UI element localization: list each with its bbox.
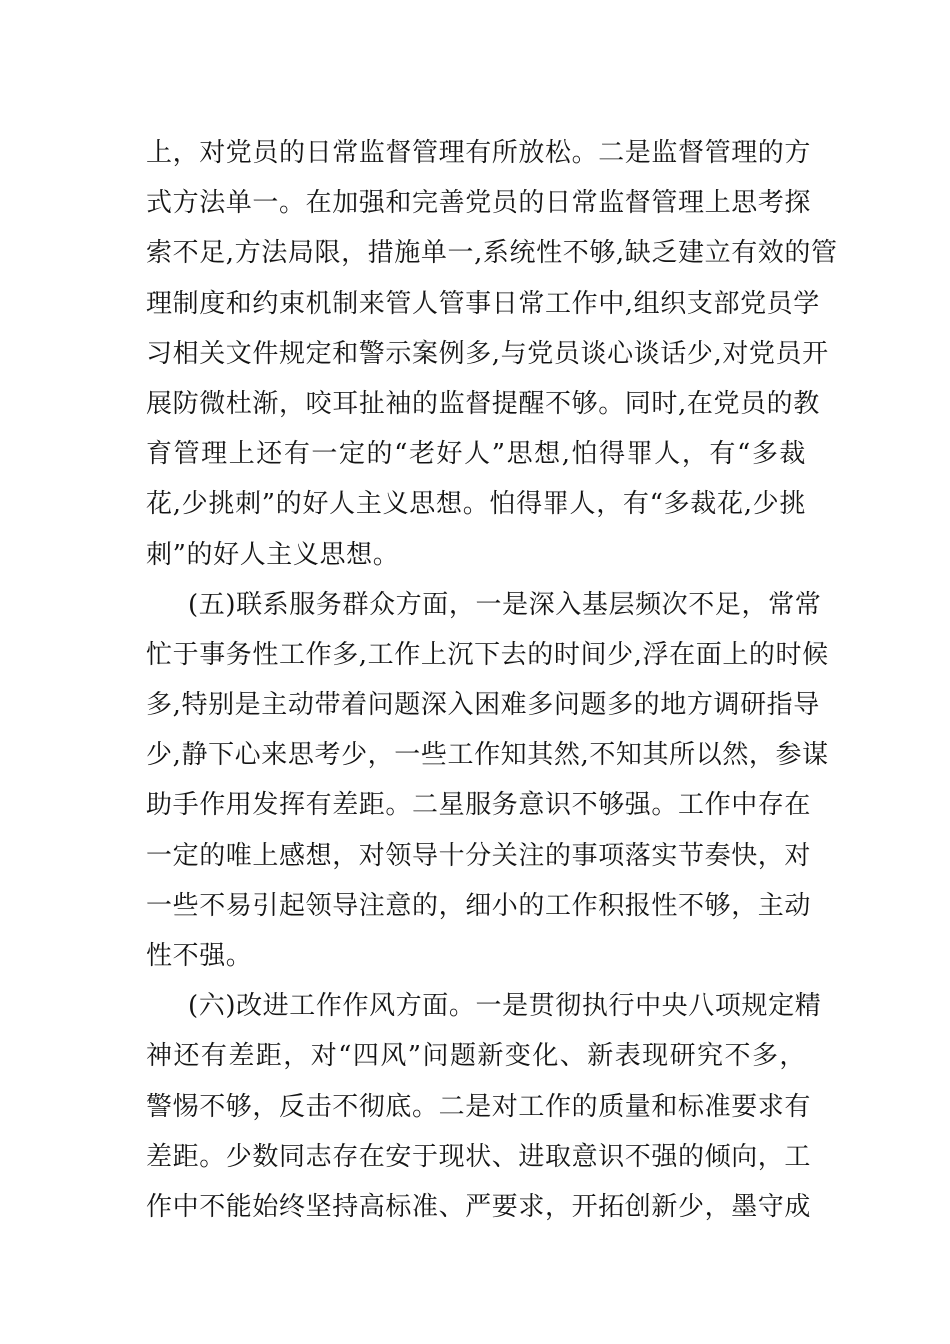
paragraph-first-line: (五)联系服务群众方面，一是深入基层频次不足，常常: [188, 589, 822, 620]
paragraph-first-line: (六)改进工作作风方面。一是贯彻执行中央八项规定精: [188, 991, 822, 1022]
paragraph-line: 神还有差距，对“四风”问题新变化、新表现研究不多，: [146, 1041, 806, 1072]
paragraph-line: 差距。少数同志存在安于现状、进取意识不强的倾向，工: [146, 1141, 812, 1172]
paragraph-line: 展防微杜渐，咬耳扯袖的监督提醒不够。同时,在党员的教: [146, 388, 820, 419]
paragraph-line: 上，对党员的日常监督管理有所放松。二是监督管理的方: [146, 138, 812, 168]
paragraph-line: 多,特别是主动带着问题深入困难多问题多的地方调研指导: [146, 690, 820, 721]
paragraph-line: 作中不能始终坚持高标准、严要求，开拓创新少，墨守成: [146, 1191, 812, 1222]
paragraph-line: 一定的唯上感想，对领导十分关注的事项落实节奏快，对: [146, 840, 812, 871]
paragraph-line: 理制度和约束机制来管人管事日常工作中,组织支部党员学: [146, 288, 820, 319]
paragraph-line: 警惕不够，反击不彻底。二是对工作的质量和标准要求有: [146, 1091, 812, 1122]
paragraph-line: 育管理上还有一定的“老好人”思想,怕得罪人，有“多裁: [146, 439, 806, 470]
paragraph-line: 忙于事务性工作多,工作上沉下去的时间少,浮在面上的时候: [146, 639, 829, 670]
paragraph-line: 习相关文件规定和警示案例多,与党员谈心谈话少,对党员开: [146, 338, 829, 369]
paragraph-line: 刺”的好人主义思想。: [146, 539, 400, 570]
paragraph-line: 花,少挑刺”的好人主义思想。怕得罪人，有“多裁花,少挑: [146, 489, 806, 520]
paragraph-line: 索不足,方法局限，措施单一,系统性不够,缺乏建立有效的管: [146, 238, 838, 269]
paragraph-line: 一些不易引起领导注意的，细小的工作积报性不够，主动: [146, 890, 812, 921]
paragraph-line: 助手作用发挥有差距。二星服务意识不够强。工作中存在: [146, 790, 812, 821]
paragraph-line: 少,静下心来思考少，一些工作知其然,不知其所以然，参谋: [146, 740, 829, 771]
paragraph-line: 性不强。: [146, 941, 253, 971]
document-body: [146, 128, 838, 1232]
paragraph-line: 式方法单一。在加强和完善党员的日常监督管理上思考探: [146, 188, 812, 219]
